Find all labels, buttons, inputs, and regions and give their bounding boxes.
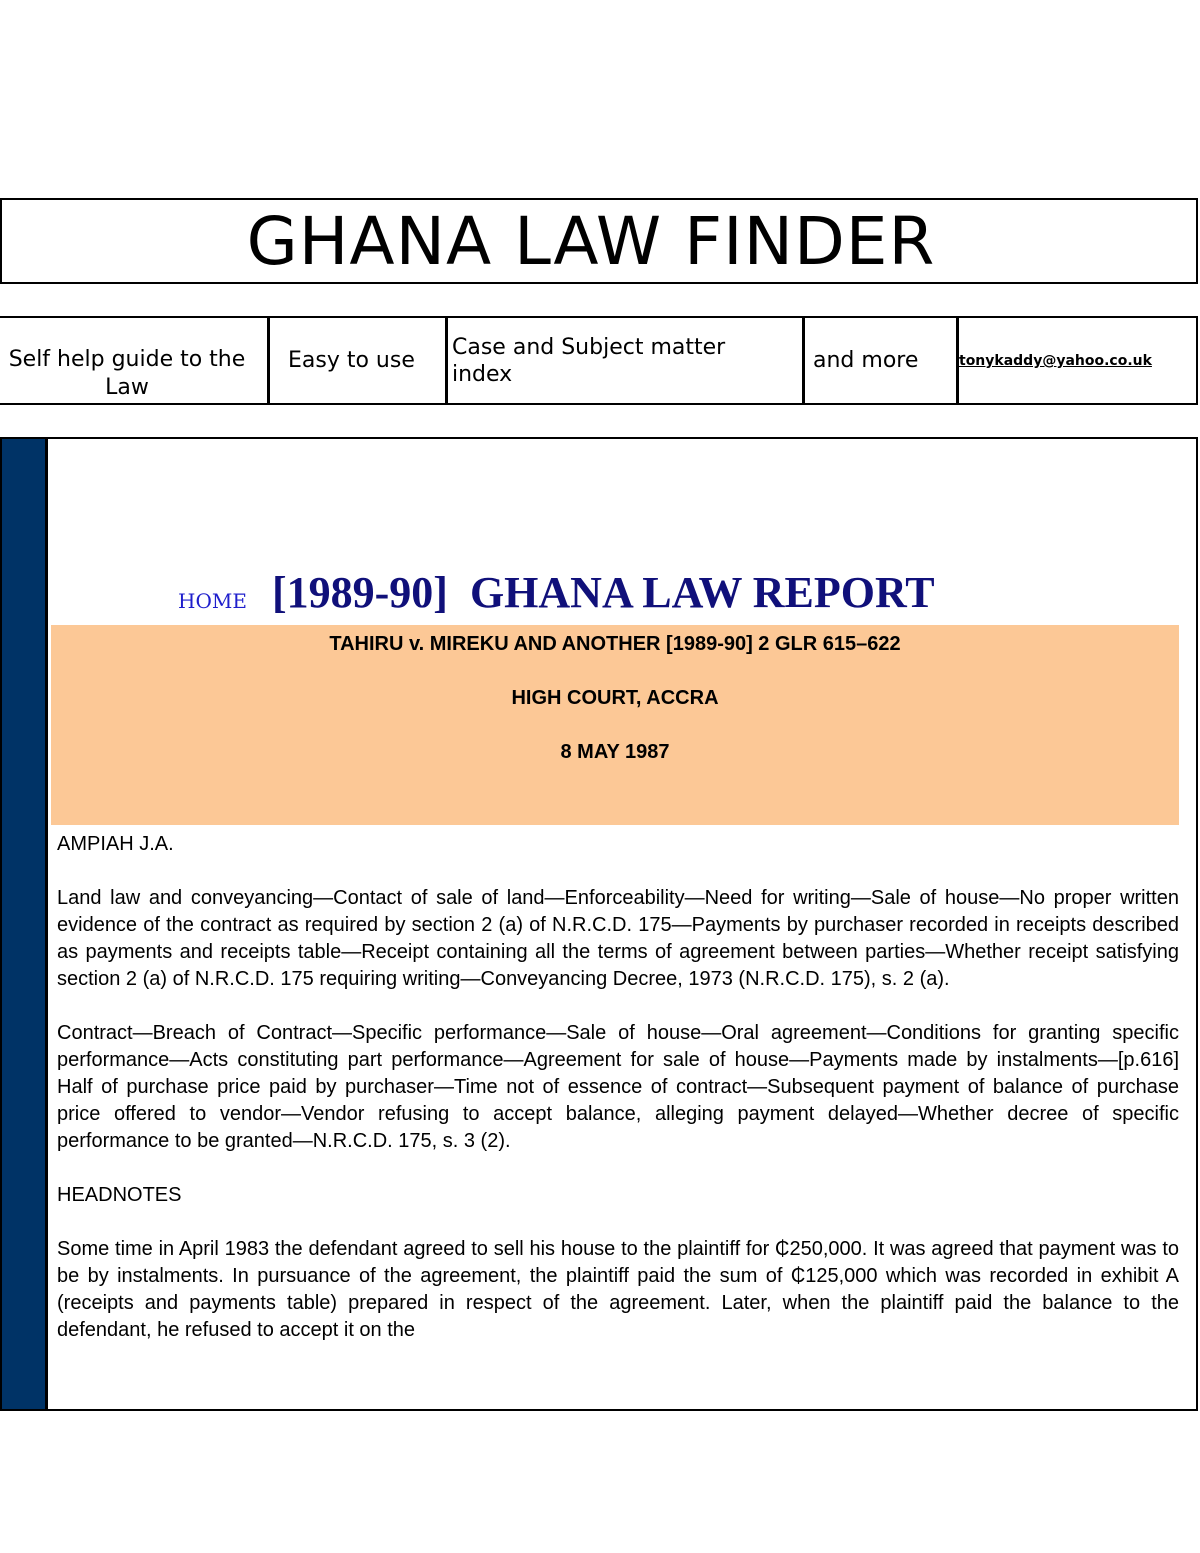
feature-self-help-label: Self help guide to the Law [8,347,246,400]
email-link[interactable]: tonykaddy@yahoo.co.uk [959,353,1152,369]
report-frame [0,437,1198,1411]
case-header-box [51,625,1179,825]
feature-index-label: Case and Subject matter index [452,335,726,387]
case-citation: TAHIRU v. MIREKU AND ANOTHER [1989-90] 2 GLR 615–622 [329,633,901,655]
report-header [2,567,1198,617]
summary-paragraph-land-law: Land law and conveyancing—Contact of sale of land—Enforceability—Need for writing—Sale of house—No proper written evidence of the contract as required by section 2 (a) of N.R.C.D. 175—Payments by purchaser recorded in receipts described as payments and receipts table—Receipt containing all the terms of agreement between parties—Whether receipt satisfying section 2 (a) of N.R.C.D. 175 requiring writing—Conveyancing Decree, 1973 (N.R.C.D. 175), s. 2 (a). [57,887,1179,990]
headnotes-label: HEADNOTES [57,1184,182,1206]
feature-index [448,318,805,403]
feature-easy [270,318,448,403]
case-court: HIGH COURT, ACCRA [511,687,719,709]
site-banner [0,198,1198,284]
report-title: [1989-90] GHANA LAW REPORT [272,568,935,617]
case-date: 8 MAY 1987 [560,741,670,763]
site-title: GHANA LAW FINDER [246,202,936,280]
feature-bar [0,316,1198,405]
contact-cell [959,318,1196,403]
feature-more [805,318,959,403]
summary-paragraph-contract: Contract—Breach of Contract—Specific performance—Sale of house—Oral agreement—Conditions for granting specific performance—Acts constituting part performance—Agreement for sale of house—Payments made by instalments—[p.616] Half of purchase price paid by purchaser—Time not of essence of contract—Subsequent payment of balance of purchase price offered to vendor—Vendor refusing to accept balance, alleging payment delayed—Whether decree of specific performance to be granted—N.R.C.D. 175, s. 3 (2). [57,1022,1179,1152]
feature-easy-label: Easy to use [288,348,415,373]
report-body [57,831,1179,1371]
feature-more-label: and more [813,348,919,373]
judge-name: AMPIAH J.A. [57,833,174,855]
headnote-paragraph: Some time in April 1983 the defendant agreed to sell his house to the plaintiff for ₵250,000. It was agreed that payment was to be by instalments. In pursuance of the agreement, the plaintiff paid the sum of ₵125,000 which was recorded in exhibit A (receipts and payments table) prepared in respect of the agreement. Later, when the plaintiff paid the balance to the defendant, he refused to accept it on the [57,1238,1179,1341]
feature-self-help [0,318,270,403]
home-link[interactable]: HOME [178,589,247,613]
